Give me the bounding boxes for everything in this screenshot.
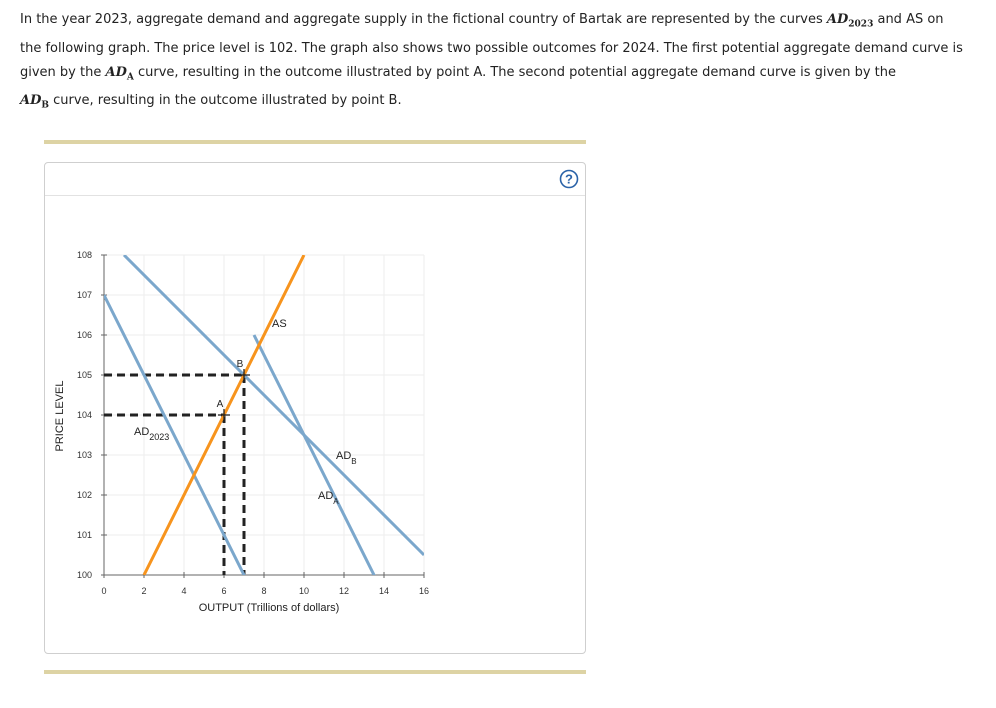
chart-labels [134, 318, 357, 506]
ada-symbol-sub: A [126, 72, 134, 83]
y-tick-label: 107 [76, 290, 92, 300]
ad-2023-label-sub: 2023 [149, 432, 170, 442]
y-tick-label: 103 [76, 450, 92, 460]
point-a-label: A [216, 399, 224, 410]
as-label: AS [272, 318, 287, 330]
x-tick-label: 2 [141, 586, 147, 596]
y-tick-label: 104 [76, 410, 92, 420]
ad2023-symbol-sub: 2023 [848, 19, 874, 30]
x-tick-label: 4 [181, 586, 187, 596]
y-axis-label: PRICE LEVEL [54, 380, 66, 452]
y-tick-label: 106 [76, 330, 92, 340]
ad-2023-label: $AD_{2023}$ [134, 426, 170, 442]
question-text-segment: and AS on [873, 12, 944, 27]
chart-grid [104, 255, 424, 575]
adb-symbol-main: AD [20, 93, 42, 109]
x-axis-label: OUTPUT (Trillions of dollars) [198, 602, 340, 614]
ad-b-curve [254, 335, 424, 675]
ad-a-curve [124, 255, 424, 555]
question-text-segment: curve, resulting in the outcome illustrated by point A. The second potential aggregate demand curve is given by the [133, 64, 896, 80]
x-tick-label: 16 [418, 586, 430, 596]
ad2023-symbol-main: AD [826, 12, 849, 27]
ad-a-label-sub: A [333, 497, 339, 506]
x-tick-label: 12 [338, 586, 350, 596]
ad-b-label-sub: B [351, 457, 357, 466]
point-b-label: B [236, 359, 244, 370]
svg-text:?: ? [565, 171, 573, 187]
ad-a-label: $AD_A$ [318, 490, 339, 506]
ad-b-label: $AD_B$ [336, 450, 357, 466]
question-line-2: the following graph. The price level is 102. The graph also shows two possible outcomes for 2024. The first potential aggregate demand curve is [20, 40, 963, 56]
adb-symbol-sub: B [41, 100, 49, 111]
x-tick-label: 10 [298, 586, 310, 596]
y-tick-label: 108 [76, 250, 92, 260]
question-text-segment: curve, resulting in the outcome illustrated by point B. [48, 93, 402, 109]
y-tick-label: 100 [76, 570, 92, 580]
y-tick-label: 102 [76, 490, 92, 500]
x-tick-label: 6 [221, 586, 227, 596]
bottom-divider [44, 670, 586, 674]
x-tick-label: 8 [261, 586, 267, 596]
ada-symbol-main: AD [105, 64, 127, 80]
y-tick-label: 105 [76, 370, 92, 380]
y-tick-label: 101 [76, 530, 92, 540]
x-tick-label: 0 [101, 586, 107, 596]
question-text-segment: given by the [20, 64, 106, 80]
x-tick-label: 14 [378, 586, 390, 596]
question-text-segment: In the year 2023, aggregate demand and aggregate supply in the fictional country of Bartak are represented by the curves [20, 12, 827, 27]
